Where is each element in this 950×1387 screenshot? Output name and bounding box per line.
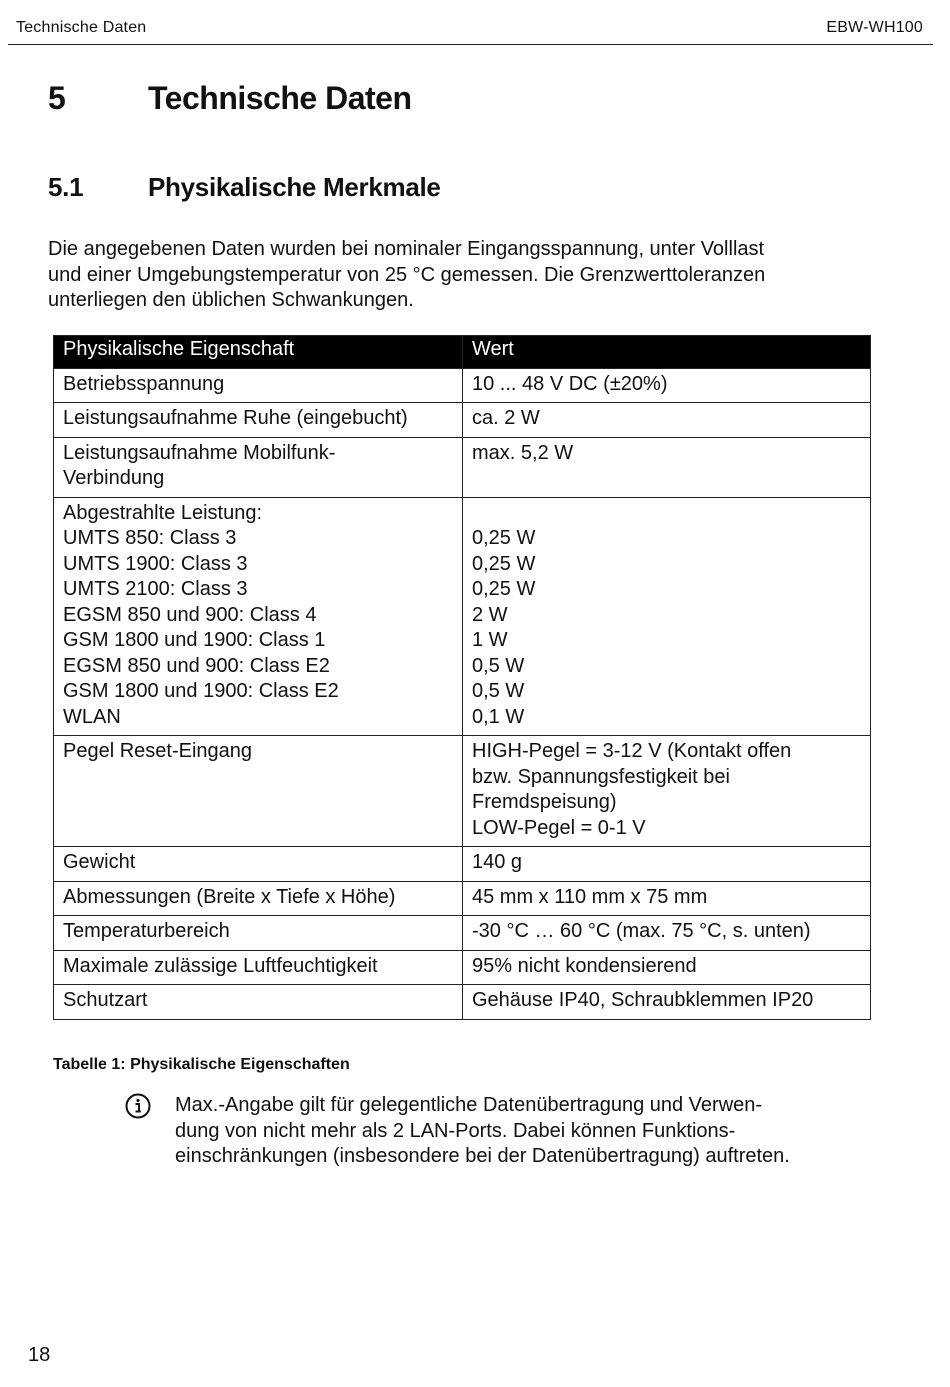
section-number: 5.1 — [48, 172, 84, 202]
value-cell: 140 g — [463, 847, 871, 882]
property-cell: Betriebsspannung — [54, 368, 463, 403]
note-line: Max.-Angabe gilt für gelegentliche Datenübertragung und Verwen- — [175, 1094, 763, 1116]
value-cell: max. 5,2 W — [463, 437, 871, 497]
chapter-heading — [48, 80, 411, 117]
value-cell: ca. 2 W — [463, 403, 871, 438]
table-row — [54, 985, 871, 1020]
info-note-text — [175, 1093, 865, 1170]
property-cell: Schutzart — [54, 985, 463, 1020]
property-cell: Leistungsaufnahme Mobilfunk- Verbindung — [54, 437, 463, 497]
intro-line: Die angegebenen Daten wurden bei nominaler Eingangsspannung, unter Volllast — [48, 238, 765, 260]
property-cell: Abmessungen (Breite x Tiefe x Höhe) — [54, 881, 463, 916]
table-row — [54, 881, 871, 916]
physical-properties-table — [53, 335, 871, 1020]
value-cell: 45 mm x 110 mm x 75 mm — [463, 881, 871, 916]
table-row — [54, 950, 871, 985]
table-row — [54, 437, 871, 497]
note-line: dung von nicht mehr als 2 LAN-Ports. Dabei können Funktions- — [175, 1119, 736, 1142]
table-row — [54, 736, 871, 847]
chapter-title: Technische Daten — [148, 80, 412, 116]
header-section-title: Technische Daten — [16, 19, 147, 36]
value-cell: Gehäuse IP40, Schraubklemmen IP20 — [463, 985, 871, 1020]
property-cell: Abgestrahlte Leistung: UMTS 850: Class 3 UMTS 1900: Class 3 UMTS 2100: Class 3 EGSM 850 und 900: Class 4 GSM 1800 und 1900: Class 1 EGSM 850 und 900: Class E2 GSM 1800 und 1900: Class E2 WLAN — [54, 497, 463, 736]
table-row — [54, 403, 871, 438]
property-cell: Pegel Reset-Eingang — [54, 736, 463, 847]
page-number: 18 — [28, 1344, 51, 1366]
property-cell: Leistungsaufnahme Ruhe (eingebucht) — [54, 403, 463, 438]
table-row — [54, 847, 871, 882]
note-line: einschränkungen (insbesondere bei der Datenübertragung) auftreten. — [175, 1145, 790, 1167]
page-header — [8, 18, 933, 45]
column-header-property: Physikalische Eigenschaft — [54, 336, 463, 369]
table-row — [54, 497, 871, 736]
value-cell: 0,25 W 0,25 W 0,25 W 2 W 1 W 0,5 W 0,5 W 0,1 W — [463, 497, 871, 736]
value-cell: 95% nicht kondensierend — [463, 950, 871, 985]
header-product-name: EBW-WH100 — [826, 19, 923, 36]
column-header-value: Wert — [463, 336, 871, 369]
table-row — [54, 916, 871, 951]
property-cell: Maximale zulässige Luftfeuchtigkeit — [54, 950, 463, 985]
table-row — [54, 368, 871, 403]
section-heading — [48, 172, 441, 203]
intro-line: unterliegen den üblichen Schwankungen. — [48, 289, 414, 311]
value-cell: -30 °C … 60 °C (max. 75 °C, s. unten) — [463, 916, 871, 951]
chapter-number: 5 — [48, 80, 66, 116]
info-icon — [125, 1093, 151, 1119]
value-cell: HIGH-Pegel = 3-12 V (Kontakt offen bzw. Spannungsfestigkeit bei Fremdspeisung) LOW-Pegel = 0-1 V — [463, 736, 871, 847]
intro-line: und einer Umgebungstemperatur von 25 °C gemessen. Die Grenzwerttoleranzen — [48, 263, 766, 286]
property-cell: Temperaturbereich — [54, 916, 463, 951]
table-header-row — [54, 336, 871, 369]
intro-paragraph — [48, 237, 878, 314]
section-title: Physikalische Merkmale — [148, 172, 441, 202]
value-cell: 10 ... 48 V DC (±20%) — [463, 368, 871, 403]
table-caption: Tabelle 1: Physikalische Eigenschaften — [53, 1056, 350, 1073]
property-cell: Gewicht — [54, 847, 463, 882]
